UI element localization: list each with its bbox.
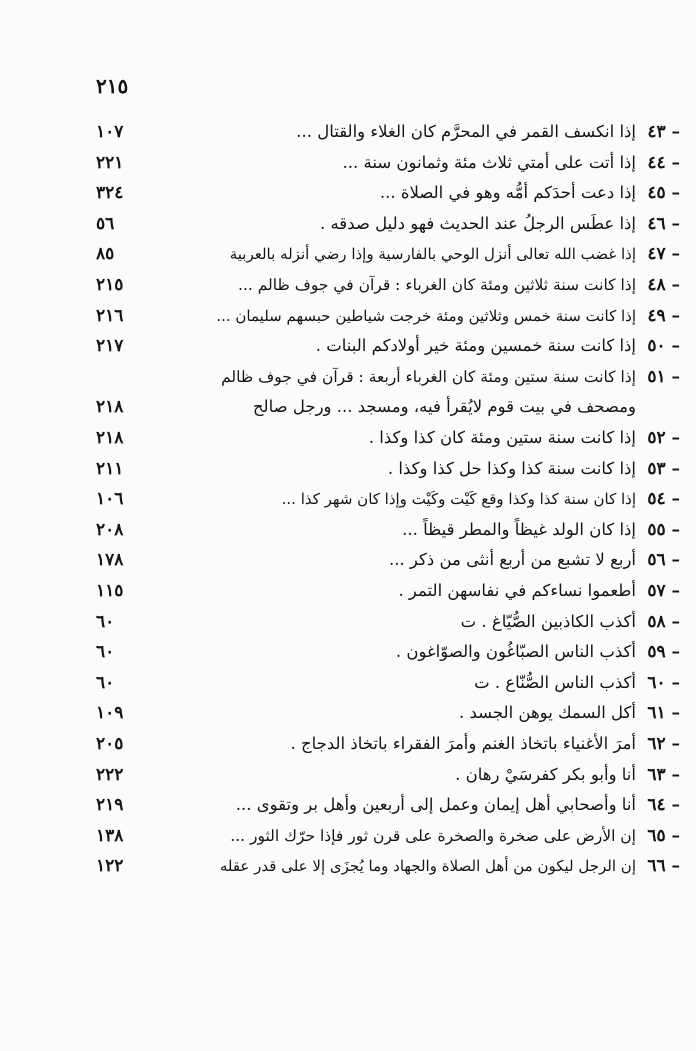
entry-number: ٦٢ – xyxy=(647,734,680,754)
index-entry xyxy=(96,423,680,453)
entry-page-ref: ٢١٨ xyxy=(96,397,124,418)
entry-page-ref: ٦٠ xyxy=(96,611,115,632)
entry-text: إذا كانت سنة خمس وثلاثين ومئة خرجت شياطين حبسهم سليمان ... xyxy=(216,306,636,325)
entry-text: أنا وأبو بكر كفرسَيْ رهان . xyxy=(455,764,636,784)
entry-text: إن الرجل ليكون من أهل الصلاة والجهاد وما يُجزَى إلا على قدر عقله xyxy=(219,857,636,876)
index-entry xyxy=(96,117,680,147)
entry-page-ref: ٣٢٤ xyxy=(96,183,124,204)
entry-page-ref: ٢٢٢ xyxy=(96,764,124,785)
entry-number: ٤٤ – xyxy=(647,152,680,173)
index-entry xyxy=(96,454,680,484)
entry-text: إذا دعت أحدَكم أمُّه وهو في الصلاة ... xyxy=(379,183,636,203)
index-entry xyxy=(96,331,680,361)
entry-number: ٦٣ – xyxy=(647,764,680,785)
entry-text: أمرَ الأغنياء باتخاذ الغنم وأمرَ الفقراء باتخاذ الدجاج . xyxy=(290,734,636,753)
entry-text: إذا كانت سنة ستين ومئة كان كذا وكذا . xyxy=(368,428,636,447)
entry-text: إذا كانت سنة كذا وكذا حل كذا وكذا . xyxy=(387,458,636,478)
entry-page-ref: ٢١٧ xyxy=(96,336,124,357)
index-entry xyxy=(96,607,680,637)
entry-page-ref: ٢١٥ xyxy=(96,275,124,295)
index-entry xyxy=(96,484,680,514)
entry-page-ref: ٢١٩ xyxy=(96,795,124,816)
entry-page-ref: ٢٢١ xyxy=(96,152,124,173)
index-entry xyxy=(96,729,680,759)
entry-page-ref: ٢٠٥ xyxy=(96,734,124,754)
entry-number: ٤٦ – xyxy=(647,213,680,234)
index-entry-continuation xyxy=(96,392,680,422)
entry-page-ref: ٦٠ xyxy=(96,672,115,693)
index-entry xyxy=(96,576,680,606)
entry-text: إن الأرض على صخرة والصخرة على قرن ثور فإذا حرّك الثور ... xyxy=(230,826,636,845)
entry-page-ref: ٨٥ xyxy=(96,244,115,265)
entry-number: ٥٩ – xyxy=(647,642,680,663)
entry-text: أطعموا نساءكم في نفاسهن التمر . xyxy=(398,581,636,600)
entry-text: إذا عطَس الرجلُ عند الحديث فهو دليل صدقه . xyxy=(319,213,636,233)
index-entry xyxy=(96,637,680,667)
index-entry xyxy=(96,545,680,575)
index-entry xyxy=(96,698,680,728)
entry-page-ref: ٢٠٨ xyxy=(96,519,124,540)
entry-number: ٤٩ – xyxy=(647,305,680,326)
index-entry xyxy=(96,821,680,851)
index-entry xyxy=(96,760,680,790)
entry-page-ref: ٥٦ xyxy=(96,213,115,234)
entry-text: أكذب الناس الصُّنّاع . ت xyxy=(474,672,636,692)
entry-number: ٥٠ – xyxy=(647,336,680,357)
entry-text: أكذب الكاذبين الصُّيّاغ . ت xyxy=(460,611,636,631)
entry-number: ٥٢ – xyxy=(647,428,680,448)
index-entry xyxy=(96,148,680,178)
entry-page-ref: ٢١٨ xyxy=(96,428,124,448)
entry-page-ref: ١٠٩ xyxy=(96,703,124,724)
entry-text: إذا كانت سنة خمسين ومئة خير أولادكم البنات . xyxy=(315,336,636,356)
entry-number: ٦٥ – xyxy=(647,825,680,846)
entry-text: إذا كانت سنة ثلاثين ومئة كان الغرباء : قرآن في جوف ظالم ... xyxy=(238,276,636,294)
entry-page-ref: ١٠٦ xyxy=(96,489,124,510)
entry-number: ٤٣ – xyxy=(647,122,680,142)
index-entry xyxy=(96,270,680,300)
entry-number: ٤٥ – xyxy=(647,183,680,204)
entry-text: إذا غضب الله تعالى أنزل الوحي بالفارسية وإذا رضي أنزله بالعربية xyxy=(229,245,636,264)
entry-page-ref: ٢١١ xyxy=(96,458,124,479)
hadith-index-list xyxy=(96,117,680,937)
entry-text: إذا كانت سنة ستين ومئة كان الغرباء أربعة : قرآن في جوف ظالم xyxy=(221,367,636,386)
entry-text: أكل السمك يوهن الجسد . xyxy=(459,703,636,723)
index-entry xyxy=(96,178,680,208)
entry-number: ٥٦ – xyxy=(647,550,680,571)
entry-number: ٦٠ – xyxy=(647,672,680,693)
entry-number: ٥١ – xyxy=(647,366,680,387)
page-number: ٢١٥ xyxy=(96,74,129,98)
entry-text: أكذب الناس الصبّاغُون والصوّاغون . xyxy=(395,642,636,662)
index-entry xyxy=(96,515,680,545)
entry-text: أنا وأصحابي أهل إيمان وعمل إلى أربعين وأهل بر وتقوى ... xyxy=(235,795,636,815)
entry-number: ٥٧ – xyxy=(647,581,680,601)
entry-number: ٥٥ – xyxy=(647,519,680,540)
entry-number: ٤٧ – xyxy=(647,244,680,265)
entry-number: ٥٤ – xyxy=(647,489,680,510)
entry-number: ٦١ – xyxy=(647,703,680,724)
entry-page-ref: ٢١٦ xyxy=(96,305,124,326)
entry-number: ٤٨ – xyxy=(647,275,680,295)
index-entry xyxy=(96,209,680,239)
entry-number: ٥٣ – xyxy=(647,458,680,479)
entry-text: إذا أتت على أمتي ثلاث مئة وثمانون سنة ... xyxy=(342,152,636,172)
entry-number: ٦٤ – xyxy=(647,795,680,816)
entry-page-ref: ٦٠ xyxy=(96,642,115,663)
entry-page-ref: ١٣٨ xyxy=(96,825,124,846)
entry-text: أربع لا تشبع من أربع أنثى من ذكر ... xyxy=(388,550,636,570)
entry-text: إذا كان الولد غيظاً والمطر قيظاً ... xyxy=(402,519,636,539)
entry-text: ومصحف في بيت قوم لايُقرأ فيه، ومسجد ... ورجل صالح xyxy=(252,397,636,417)
entry-number: ٥٨ – xyxy=(647,611,680,632)
entry-number: ٦٦ – xyxy=(647,856,680,877)
index-entry xyxy=(96,790,680,820)
entry-text: إذا انكسف القمر في المحرَّم كان الغلاء والقتال ... xyxy=(296,122,636,141)
entry-page-ref: ١٢٢ xyxy=(96,856,124,877)
entry-page-ref: ١٧٨ xyxy=(96,550,124,571)
entry-page-ref: ١٠٧ xyxy=(96,122,124,142)
index-entry xyxy=(96,362,680,392)
index-entry xyxy=(96,851,680,881)
entry-text: إذا كان سنة كذا وكذا وقع كَيْت وكَيْت وإذا كان شهر كذا ... xyxy=(281,490,636,509)
index-entry xyxy=(96,668,680,698)
index-entry xyxy=(96,239,680,269)
index-entry xyxy=(96,301,680,331)
entry-page-ref: ١١٥ xyxy=(96,581,124,601)
